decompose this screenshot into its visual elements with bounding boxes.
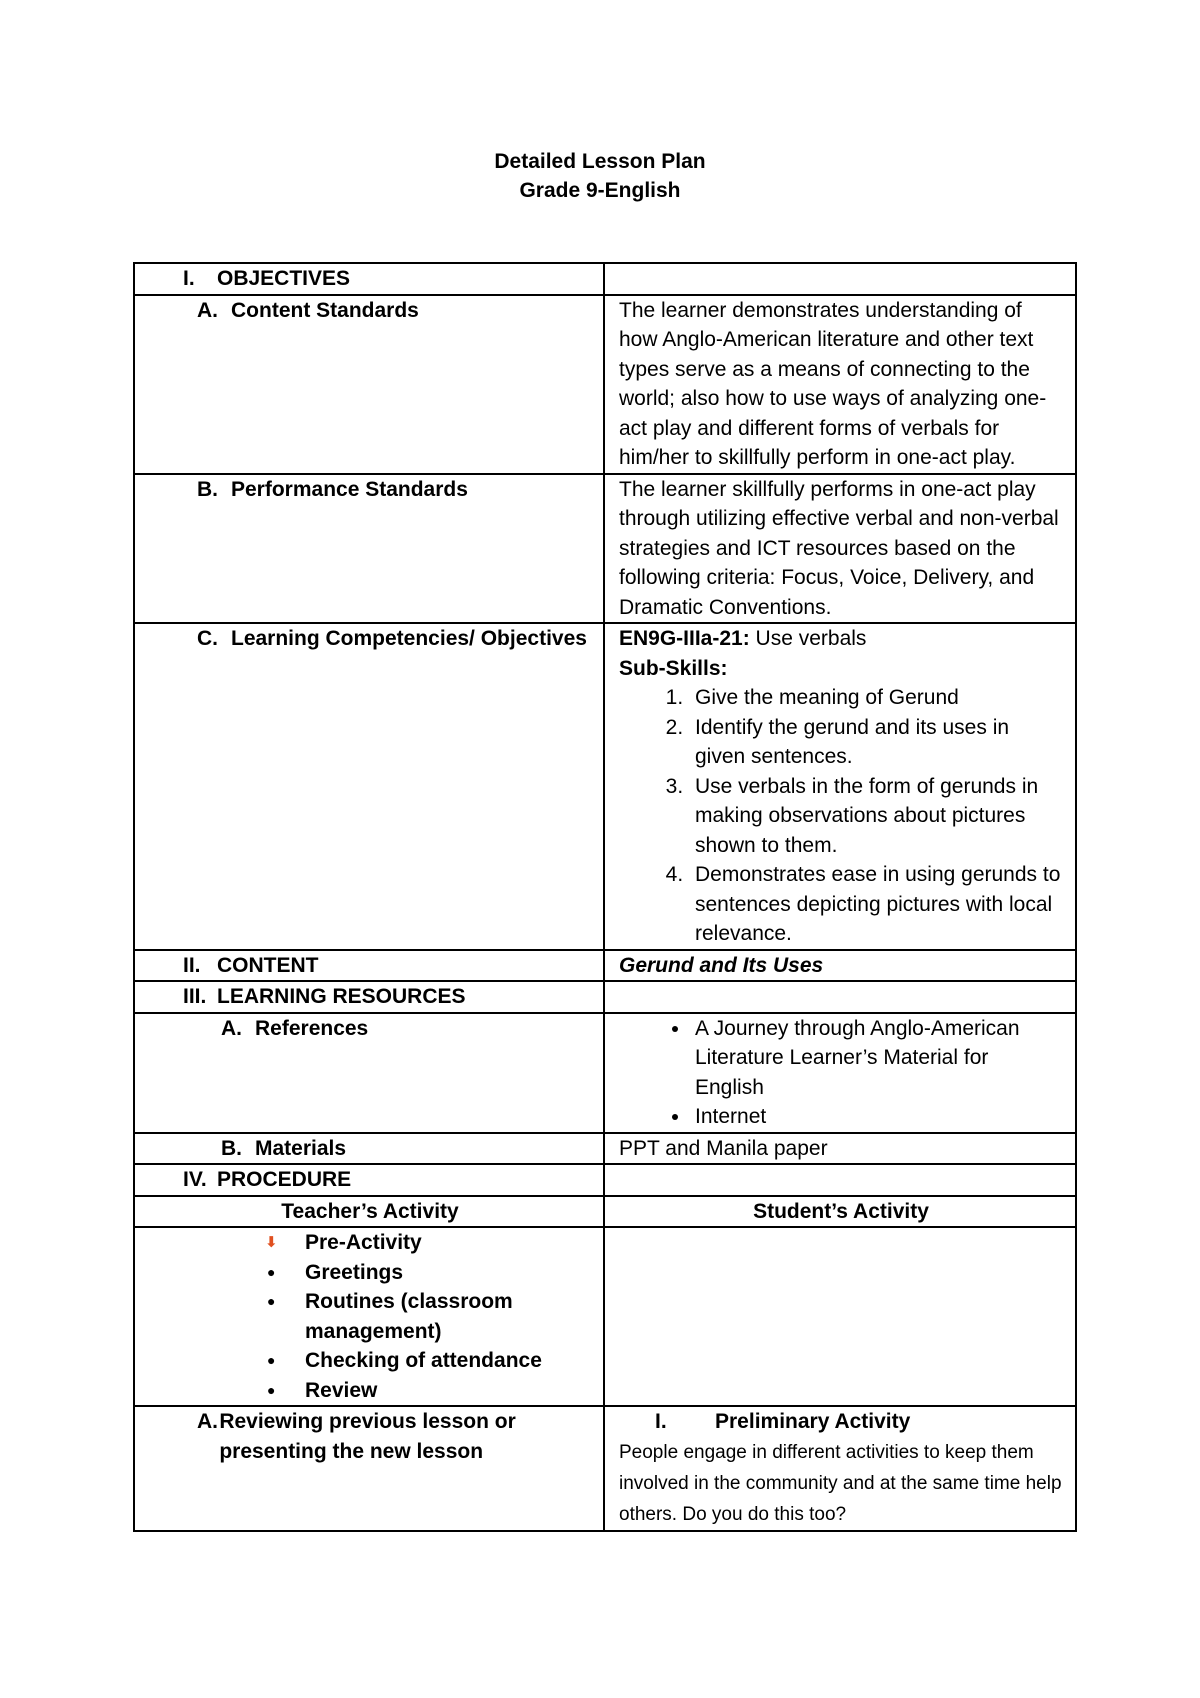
list-item: • Internet [691, 1102, 1063, 1132]
content-value: Gerund and Its Uses [604, 950, 1076, 982]
performance-standards-text: The learner skillfully performs in one-act play through utilizing effective verbal and non-verbal strategies and ICT resources based on the following criteria: Focus, Voice, Delivery, and Dramatic Conventions. [604, 474, 1076, 624]
table-row [134, 950, 1076, 982]
activity-text: People engage in different activities to keep them involved in the community and at the same time help others. Do you do this too? [619, 1441, 1062, 1525]
teacher-activity-header: Teacher’s Activity [134, 1196, 604, 1228]
list-item: ● Routines (classroom management) [305, 1287, 591, 1346]
table-row [134, 1133, 1076, 1165]
table-row [134, 1164, 1076, 1196]
list-item: 4. Demonstrates ease in using gerunds to sentences depicting pictures with local relevance. [689, 860, 1063, 949]
table-row [134, 1406, 1076, 1531]
document-subtitle: Grade 9-English [519, 179, 681, 202]
list-item: 3. Use verbals in the form of gerunds in making observations about pictures shown to them. [689, 772, 1063, 861]
performance-standards-label: Performance Standards [231, 477, 468, 501]
competencies-label: Learning Competencies/ Objectives [231, 627, 587, 650]
item-letter: A. [197, 1410, 218, 1433]
section-number: IV. [183, 1168, 207, 1191]
item-letter: A. [197, 298, 218, 322]
competency-text: Use verbals [749, 627, 867, 650]
document-header [0, 147, 1200, 205]
materials-value: PPT and Manila paper [604, 1133, 1076, 1165]
list-item: ● Checking of attendance [305, 1346, 591, 1376]
document-title: Detailed Lesson Plan [494, 150, 706, 173]
pre-activity-list [149, 1228, 591, 1405]
content-standards-label: Content Standards [231, 298, 419, 322]
table-row [134, 474, 1076, 624]
table-row [134, 1227, 1076, 1406]
item-letter: A. [221, 1016, 242, 1040]
activity-title: Preliminary Activity [715, 1410, 911, 1433]
list-item: ⬇ Pre-Activity [305, 1228, 591, 1258]
content-label: CONTENT [217, 953, 319, 977]
references-list [619, 1014, 1063, 1132]
item-letter: B. [197, 477, 218, 501]
list-item: ● Greetings [305, 1258, 591, 1288]
table-row [134, 1196, 1076, 1228]
content-standards-text: The learner demonstrates understanding of how Anglo-American literature and other text types serve as a means of connecting to the world; also how to use ways of analyzing one-act play and different forms of verbals for him/her to skillfully perform in one-act play. [604, 295, 1076, 474]
table-row [134, 623, 1076, 950]
lesson-plan-table [133, 262, 1077, 1532]
list-item: 1. Give the meaning of Gerund [689, 683, 1063, 713]
section-number: II. [183, 953, 201, 977]
student-activity-header: Student’s Activity [604, 1196, 1076, 1228]
list-item: • A Journey through Anglo-American Literature Learner’s Material for English [691, 1014, 1063, 1103]
materials-label: Materials [255, 1136, 347, 1160]
competency-code: EN9G-IIIa-21: [619, 627, 750, 650]
subskills-label: Sub-Skills: [619, 656, 728, 680]
table-row [134, 295, 1076, 474]
procedure-label: PROCEDURE [217, 1168, 352, 1191]
item-letter: B. [221, 1136, 242, 1160]
list-item: 2. Identify the gerund and its uses in given sentences. [689, 713, 1063, 772]
table-row [134, 1013, 1076, 1133]
list-item: ● Review [305, 1376, 591, 1406]
activity-number: I. [655, 1410, 667, 1433]
table-row [134, 981, 1076, 1013]
table-row [134, 263, 1076, 295]
subskills-list [619, 683, 1063, 949]
item-letter: C. [197, 627, 218, 650]
reviewing-label: Reviewing previous lesson or presenting the new lesson [219, 1410, 516, 1463]
references-label: References [255, 1016, 369, 1040]
objectives-label: OBJECTIVES [217, 267, 351, 290]
resources-label: LEARNING RESOURCES [217, 985, 466, 1008]
section-number: I. [183, 267, 195, 290]
section-number: III. [183, 985, 207, 1008]
